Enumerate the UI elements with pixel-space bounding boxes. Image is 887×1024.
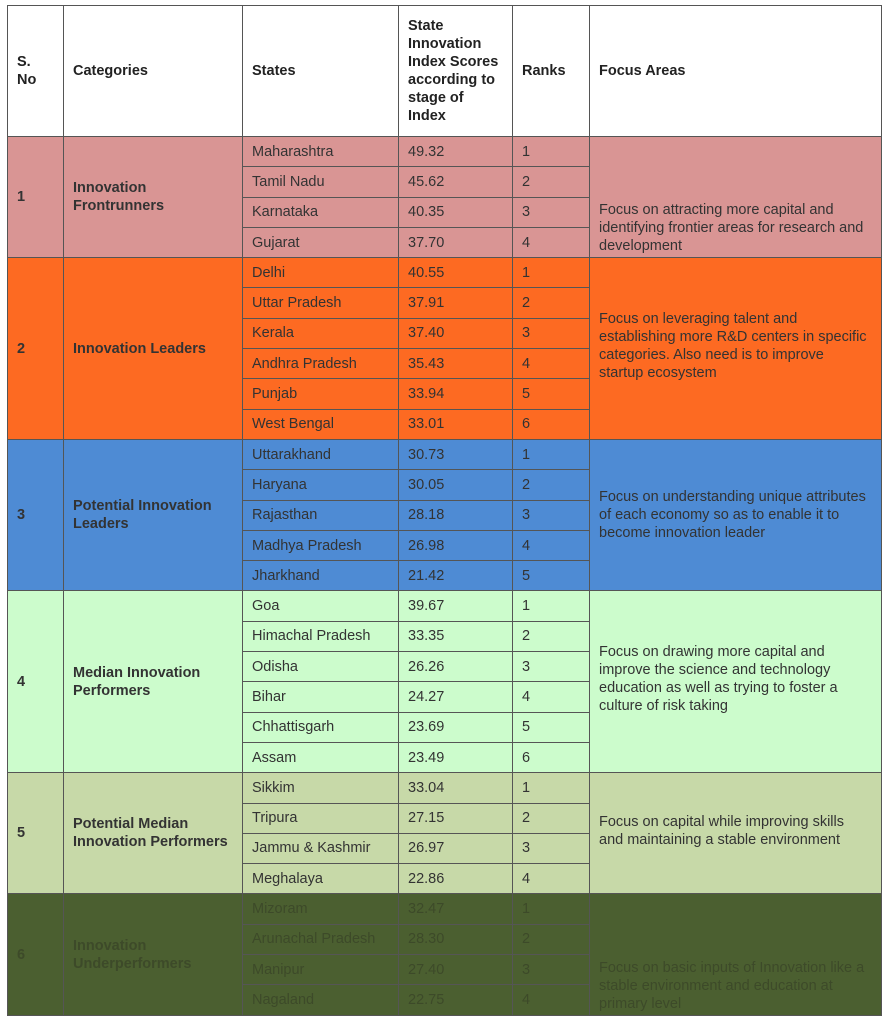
state-name: Punjab [243, 379, 399, 409]
header-score: State Innovation Index Scores according to stage of Index [399, 6, 513, 137]
state-score: 37.40 [399, 318, 513, 348]
state-rank: 3 [513, 197, 590, 227]
state-name: West Bengal [243, 409, 399, 439]
group-category: Potential Median Innovation Performers [64, 773, 243, 894]
state-rank: 3 [513, 652, 590, 682]
state-rank: 2 [513, 470, 590, 500]
state-name: Manipur [243, 955, 399, 985]
state-rank: 3 [513, 318, 590, 348]
state-name: Uttar Pradesh [243, 288, 399, 318]
state-score: 27.40 [399, 955, 513, 985]
state-score: 22.86 [399, 864, 513, 894]
state-name: Andhra Pradesh [243, 349, 399, 379]
state-name: Kerala [243, 318, 399, 348]
state-score: 37.70 [399, 227, 513, 257]
state-score: 23.49 [399, 742, 513, 772]
state-score: 28.18 [399, 500, 513, 530]
state-name: Haryana [243, 470, 399, 500]
state-score: 35.43 [399, 349, 513, 379]
state-rank: 2 [513, 924, 590, 954]
state-name: Himachal Pradesh [243, 621, 399, 651]
state-name: Madhya Pradesh [243, 530, 399, 560]
group-number: 6 [8, 894, 64, 1015]
state-score: 24.27 [399, 682, 513, 712]
state-name: Tripura [243, 803, 399, 833]
state-rank: 5 [513, 561, 590, 591]
group-focus-areas: Focus on capital while improving skills and maintaining a stable environment [590, 773, 882, 894]
state-rank: 1 [513, 258, 590, 288]
table-row [8, 439, 882, 469]
state-name: Chhattisgarh [243, 712, 399, 742]
state-name: Bihar [243, 682, 399, 712]
state-rank: 5 [513, 712, 590, 742]
state-rank: 1 [513, 439, 590, 469]
header-ranks: Ranks [513, 6, 590, 137]
state-rank: 1 [513, 591, 590, 621]
group-focus-areas: Focus on attracting more capital and identifying frontier areas for research and development [590, 137, 882, 258]
state-rank: 1 [513, 137, 590, 167]
state-name: Tamil Nadu [243, 167, 399, 197]
state-rank: 6 [513, 742, 590, 772]
state-name: Maharashtra [243, 137, 399, 167]
state-score: 32.47 [399, 894, 513, 924]
state-name: Arunachal Pradesh [243, 924, 399, 954]
state-name: Nagaland [243, 985, 399, 1015]
state-name: Mizoram [243, 894, 399, 924]
group-number: 5 [8, 773, 64, 894]
header-row [8, 6, 882, 137]
state-score: 23.69 [399, 712, 513, 742]
group-number: 1 [8, 137, 64, 258]
table-row [8, 137, 882, 167]
state-rank: 4 [513, 682, 590, 712]
state-name: Odisha [243, 652, 399, 682]
state-rank: 4 [513, 349, 590, 379]
group-category: Innovation Underperformers [64, 894, 243, 1015]
table-row [8, 591, 882, 621]
group-category: Median Innovation Performers [64, 591, 243, 773]
header-focus-areas: Focus Areas [590, 6, 882, 137]
state-score: 45.62 [399, 167, 513, 197]
group-focus-areas: Focus on basic inputs of Innovation like a stable environment and education at primary level [590, 894, 882, 1015]
group-category: Innovation Frontrunners [64, 137, 243, 258]
state-rank: 6 [513, 409, 590, 439]
group-number: 2 [8, 258, 64, 440]
state-rank: 4 [513, 227, 590, 257]
state-rank: 4 [513, 985, 590, 1015]
state-rank: 2 [513, 803, 590, 833]
state-name: Karnataka [243, 197, 399, 227]
table-row [8, 773, 882, 803]
header-sno: S. No [8, 6, 64, 137]
state-score: 49.32 [399, 137, 513, 167]
state-score: 26.26 [399, 652, 513, 682]
state-rank: 4 [513, 864, 590, 894]
state-name: Meghalaya [243, 864, 399, 894]
group-focus-areas: Focus on understanding unique attributes of each economy so as to enable it to become innovation leader [590, 439, 882, 590]
state-name: Jammu & Kashmir [243, 833, 399, 863]
group-focus-areas: Focus on drawing more capital and improve the science and technology education as well as trying to foster a culture of risk taking [590, 591, 882, 773]
table-row [8, 894, 882, 924]
state-rank: 3 [513, 500, 590, 530]
group-category: Potential Innovation Leaders [64, 439, 243, 590]
state-score: 26.98 [399, 530, 513, 560]
table-row [8, 258, 882, 288]
table-body [8, 137, 882, 1016]
state-rank: 1 [513, 894, 590, 924]
state-score: 30.05 [399, 470, 513, 500]
state-rank: 3 [513, 955, 590, 985]
state-rank: 3 [513, 833, 590, 863]
header-categories: Categories [64, 6, 243, 137]
state-name: Gujarat [243, 227, 399, 257]
state-score: 33.35 [399, 621, 513, 651]
state-score: 40.35 [399, 197, 513, 227]
group-category: Innovation Leaders [64, 258, 243, 440]
state-name: Rajasthan [243, 500, 399, 530]
state-score: 33.01 [399, 409, 513, 439]
state-score: 27.15 [399, 803, 513, 833]
innovation-index-table [7, 5, 882, 1016]
state-score: 22.75 [399, 985, 513, 1015]
state-rank: 1 [513, 773, 590, 803]
state-score: 40.55 [399, 258, 513, 288]
state-score: 33.94 [399, 379, 513, 409]
state-name: Assam [243, 742, 399, 772]
header-states: States [243, 6, 399, 137]
state-score: 33.04 [399, 773, 513, 803]
group-number: 4 [8, 591, 64, 773]
state-score: 37.91 [399, 288, 513, 318]
state-rank: 4 [513, 530, 590, 560]
state-score: 28.30 [399, 924, 513, 954]
state-name: Sikkim [243, 773, 399, 803]
state-name: Goa [243, 591, 399, 621]
state-score: 26.97 [399, 833, 513, 863]
state-name: Uttarakhand [243, 439, 399, 469]
state-score: 39.67 [399, 591, 513, 621]
state-score: 21.42 [399, 561, 513, 591]
state-rank: 2 [513, 167, 590, 197]
state-name: Delhi [243, 258, 399, 288]
state-rank: 2 [513, 621, 590, 651]
state-rank: 5 [513, 379, 590, 409]
group-number: 3 [8, 439, 64, 590]
state-rank: 2 [513, 288, 590, 318]
state-name: Jharkhand [243, 561, 399, 591]
state-score: 30.73 [399, 439, 513, 469]
group-focus-areas: Focus on leveraging talent and establishing more R&D centers in specific categories. Also need is to improve startup ecosystem [590, 258, 882, 440]
